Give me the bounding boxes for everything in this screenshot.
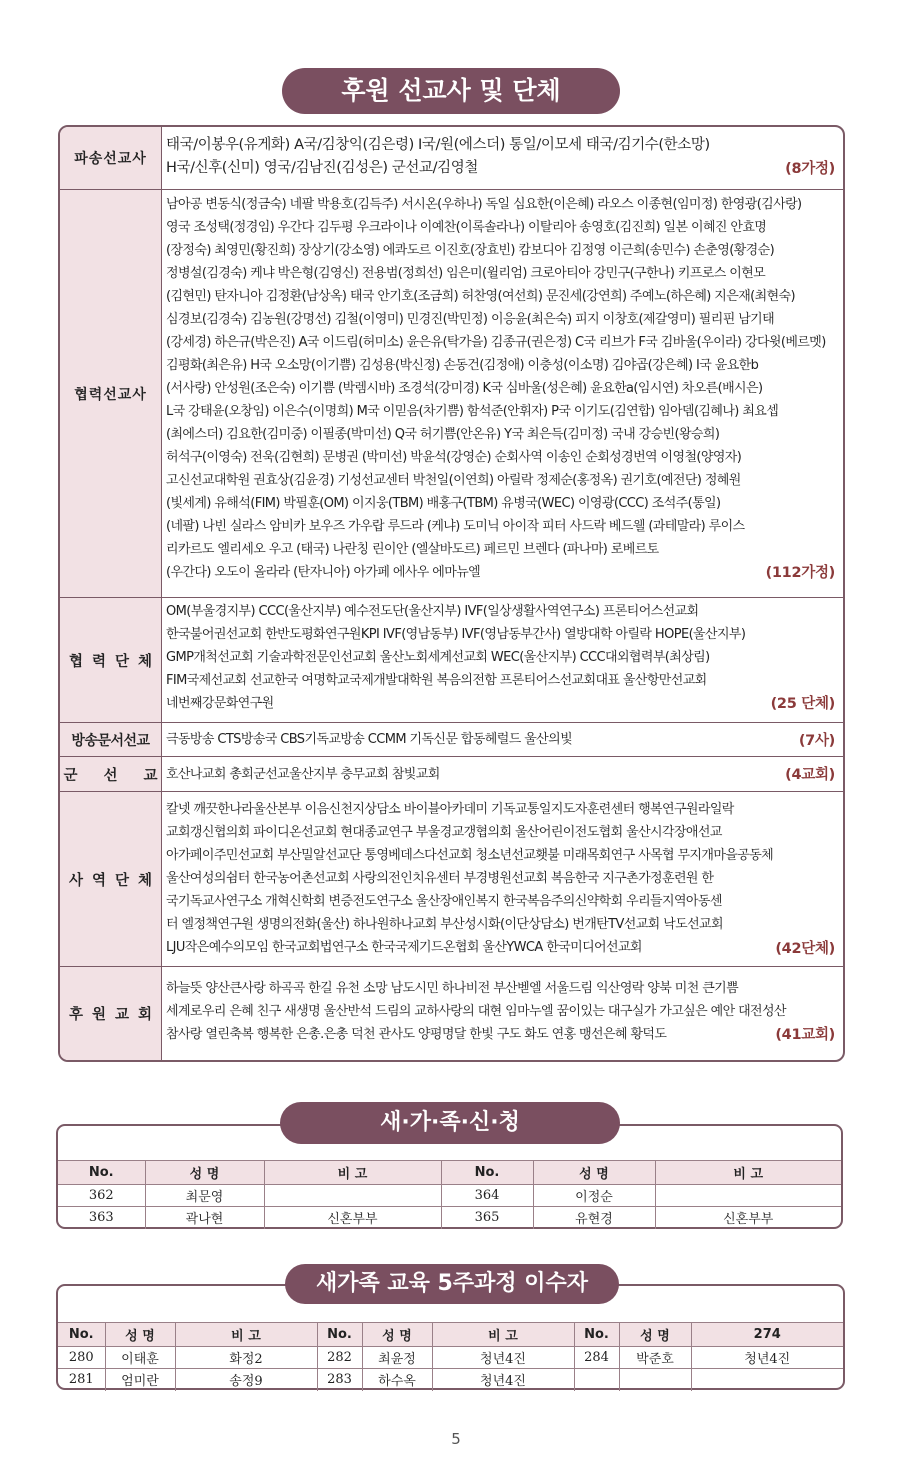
header-no: No. bbox=[58, 1323, 105, 1347]
cell: 362 bbox=[58, 1185, 145, 1207]
table-row bbox=[58, 1185, 841, 1207]
content-line: 아가페이주민선교회 부산밀알선교단 통영베데스다선교회 청소년선교횃불 미래목회연구 사목협 무지개마을공동체 bbox=[166, 848, 774, 863]
content-line: 김평화(최은유) H국 오소망(이기쁨) 김성용(박신정) 손동건(김정애) 이충성(이소명) 김야곱(강은혜) I국 윤요한b bbox=[166, 358, 759, 373]
content-line: 울산여성의쉼터 한국농어촌선교회 사랑의전인치유센터 부경병원선교회 복음한국 지구촌가정훈련원 한 bbox=[166, 871, 714, 886]
row-label: 협력선교사 bbox=[60, 190, 162, 597]
content-line: (장정숙) 최영민(황진희) 장상기(강소영) 에콰도르 이진호(장효빈) 캄보디아 김정영 이근희(송민수) 손춘영(황경순) bbox=[166, 243, 775, 258]
edu-graduates-title: 새가족 교육 5주과정 이수자 bbox=[285, 1264, 619, 1304]
cell bbox=[264, 1185, 441, 1207]
row-partner-missionaries bbox=[60, 190, 843, 598]
row-ministry-organizations bbox=[60, 792, 843, 967]
row-supporting-churches bbox=[60, 967, 843, 1060]
cell: 281 bbox=[58, 1369, 105, 1391]
cell bbox=[691, 1369, 843, 1391]
new-family-title: 새·가·족·신·청 bbox=[280, 1102, 620, 1144]
content-line: OM(부울경지부) CCC(울산지부) 예수전도단(울산지부) IVF(일상생활사역연구소) 프론티어스선교회 bbox=[166, 604, 699, 619]
content-line: 국기독교사연구소 개혁신학회 변증전도연구소 울산장애인복지 한국복음주의신약학회 우리들지역아동센 bbox=[166, 894, 722, 909]
content-line: 네번째강문화연구원 bbox=[166, 696, 274, 711]
cell: 청년4진 bbox=[432, 1369, 574, 1391]
row-label: 후원교회 bbox=[60, 967, 162, 1060]
content-line: 참사랑 열린축복 행복한 은총.은총 덕천 관사도 양평명달 한빛 구도 화도 연홍 맹선은혜 황덕도 bbox=[166, 1027, 667, 1042]
table-header-row bbox=[58, 1323, 843, 1347]
header-name: 성 명 bbox=[619, 1323, 691, 1347]
cell: 283 bbox=[317, 1369, 362, 1391]
row-label: 파송선교사 bbox=[60, 127, 162, 189]
count-badge: (7사) bbox=[798, 733, 835, 749]
table-row bbox=[58, 1369, 843, 1391]
content-line: LJU작은예수의모임 한국교회법연구소 한국국제기드온협회 울산YWCA 한국미디어선교회 bbox=[166, 940, 642, 955]
content-line: FIM국제선교회 선교한국 여명학교국제개발대학원 복음의전함 프론티어스선교회대표 울산항만선교회 bbox=[166, 673, 707, 688]
cell: 365 bbox=[441, 1207, 533, 1229]
cell bbox=[619, 1369, 691, 1391]
header-name: 성 명 bbox=[362, 1323, 432, 1347]
cell: 송정9 bbox=[175, 1369, 317, 1391]
header-no: No. bbox=[441, 1161, 533, 1185]
content-line: (우간다) 오도이 올라라 (탄자니아) 아가페 에사우 에마뉴엘 bbox=[166, 565, 481, 580]
row-content bbox=[166, 967, 839, 1060]
content-line: L국 강태윤(오창임) 이은수(이명희) M국 이믿음(차기쁨) 함석준(안휘자) P국 이기도(김연합) 임아뎀(김혜나) 최요셉 bbox=[166, 404, 779, 419]
row-military-mission bbox=[60, 757, 843, 792]
row-label: 방송문서선교 bbox=[60, 723, 162, 756]
row-label: 군선교 bbox=[60, 757, 162, 791]
table-header-row bbox=[58, 1161, 841, 1185]
count-badge: (112가정) bbox=[765, 565, 835, 581]
table-row bbox=[58, 1347, 843, 1369]
content-line: 태국/이봉우(유게화) A국/김창익(김은령) I국/원(에스더) 통일/이모세 태국/김기수(한소망) bbox=[166, 137, 710, 153]
content-line: 정병설(김경숙) 케냐 박은형(김영신) 전용범(정희선) 임은미(윌리엄) 크로아티아 강민구(구한나) 키프로스 이현모 bbox=[166, 266, 766, 281]
content-line: 리카르도 엘리세오 우고 (태국) 나란칭 린이안 (엘살바도르) 페르민 브렌다 (파나마) 로베르토 bbox=[166, 542, 659, 557]
cell: 363 bbox=[58, 1207, 145, 1229]
header-no: No. bbox=[317, 1323, 362, 1347]
cell: 364 bbox=[441, 1185, 533, 1207]
count-badge: (4교회) bbox=[785, 767, 835, 783]
content-line: 극동방송 CTS방송국 CBS기독교방송 CCMM 기독신문 합동헤럴드 울산의빛 bbox=[166, 732, 573, 747]
row-label: 협력단체 bbox=[60, 598, 162, 722]
cell: 282 bbox=[317, 1347, 362, 1369]
row-broadcast-missions bbox=[60, 723, 843, 757]
cell: 유현경 bbox=[533, 1207, 655, 1229]
content-line: 교회갱신협의회 파이디온선교회 현대종교연구 부울경교갱협의회 울산어린이전도협회 울산시각장애선교 bbox=[166, 825, 722, 840]
row-content bbox=[166, 127, 839, 189]
row-content bbox=[166, 598, 839, 722]
header-name: 성 명 bbox=[105, 1323, 175, 1347]
row-partner-organizations bbox=[60, 598, 843, 723]
cell: 엄미란 bbox=[105, 1369, 175, 1391]
cell bbox=[574, 1369, 619, 1391]
content-line: 심경보(김경숙) 김농원(강명선) 김철(이영미) 민경진(박민정) 이응윤(최은숙) 피지 이창호(제갈영미) 필리핀 남기태 bbox=[166, 312, 775, 327]
content-line: GMP개척선교회 기술과학전문인선교회 울산노회세계선교회 WEC(울산지부) CCC대외협력부(최상림) bbox=[166, 650, 710, 665]
cell: 하수옥 bbox=[362, 1369, 432, 1391]
header-note: 비 고 bbox=[432, 1323, 574, 1347]
header-no: No. bbox=[58, 1161, 145, 1185]
content-line: 세계로우리 은혜 친구 새생명 울산반석 드림의 교하사랑의 대현 임마누엘 꿈이있는 대구실가 가고싶은 예안 대전성산 bbox=[166, 1004, 786, 1019]
count-badge: (25 단체) bbox=[770, 696, 835, 712]
section-title: 후원 선교사 및 단체 bbox=[282, 68, 620, 114]
new-family-table bbox=[58, 1160, 841, 1229]
content-line: 한국불어권선교회 한반도평화연구원KPI IVF(영남동부) IVF(영남동부간사) 열방대학 아릴락 HOPE(울산지부) bbox=[166, 627, 746, 642]
content-line: 고신선교대학원 권효상(김윤경) 기성선교센터 박천일(이연희) 아릴락 정제순(홍정옥) 권기호(예전단) 정혜원 bbox=[166, 473, 741, 488]
cell: 이태훈 bbox=[105, 1347, 175, 1369]
row-content bbox=[166, 757, 839, 791]
support-table bbox=[58, 125, 845, 1062]
cell: 화정2 bbox=[175, 1347, 317, 1369]
header-no: No. bbox=[574, 1323, 619, 1347]
header-name: 성 명 bbox=[145, 1161, 264, 1185]
header-note: 비 고 bbox=[175, 1323, 317, 1347]
count-badge: (41교회) bbox=[775, 1027, 835, 1043]
content-line: 하늘뜻 양산큰사랑 하곡곡 한길 유천 소망 남도시민 하나비전 부산벧엘 서울드림 익산영락 양북 미천 큰기쁨 bbox=[166, 981, 739, 996]
cell: 최윤정 bbox=[362, 1347, 432, 1369]
cell: 청년4진 bbox=[432, 1347, 574, 1369]
header-note: 비 고 bbox=[264, 1161, 441, 1185]
header-note: 274 bbox=[691, 1323, 843, 1347]
row-content bbox=[166, 723, 839, 756]
cell: 청년4진 bbox=[691, 1347, 843, 1369]
count-badge: (42단체) bbox=[775, 941, 835, 957]
content-line: 영국 조성택(정경임) 우간다 김두평 우크라이나 이예찬(이록솔라나) 이탈리아 송영호(김진희) 일본 이혜진 안효명 bbox=[166, 220, 767, 235]
row-dispatched-missionaries bbox=[60, 127, 843, 190]
content-line: 남아공 변동식(정금숙) 네팔 박용호(김득주) 서시온(우하나) 독일 심요한(이은혜) 라오스 이종현(임미정) 한영광(김사랑) bbox=[166, 197, 802, 212]
header-note: 비 고 bbox=[655, 1161, 841, 1185]
content-line: (서사랑) 안성원(조은숙) 이기쁨 (박렘시바) 조경석(강미경) K국 심바울(성은혜) 윤요한a(임시연) 차오른(배시은) bbox=[166, 381, 763, 396]
cell: 신혼부부 bbox=[655, 1207, 841, 1229]
content-line: 터 엘정책연구원 생명의전화(울산) 하나원하나교회 부산성시화(이단상담소) 번개탄TV선교회 낙도선교회 bbox=[166, 917, 723, 932]
cell: 284 bbox=[574, 1347, 619, 1369]
content-line: (최에스더) 김요한(김미중) 이필종(박미선) Q국 허기쁨(안온유) Y국 최은득(김미정) 국내 강승빈(왕승희) bbox=[166, 427, 720, 442]
header-name: 성 명 bbox=[533, 1161, 655, 1185]
page-number: 5 bbox=[451, 1430, 461, 1448]
cell: 이정순 bbox=[533, 1185, 655, 1207]
row-label: 사역단체 bbox=[60, 792, 162, 966]
content-line: (강세경) 하은규(박은진) A국 이드림(허미소) 윤은유(탁가을) 김종규(권은정) C국 리브가 F국 김바울(우이라) 강다윗(베르멧) bbox=[166, 335, 826, 350]
content-line: (네팔) 나빈 실라스 암비카 보우즈 가우랍 루드라 (케냐) 도미닉 아이작 피터 사드락 베드웰 (과테말라) 루이스 bbox=[166, 519, 745, 534]
content-line: 칼넷 깨끗한나라울산본부 이음신천지상담소 바이블아카데미 기독교통일지도자훈련센터 행복연구원라일락 bbox=[166, 802, 734, 817]
table-row bbox=[58, 1207, 841, 1229]
row-content bbox=[166, 792, 839, 966]
content-line: H국/신후(신미) 영국/김남진(김성은) 군선교/김영철 bbox=[166, 160, 478, 176]
cell: 최문영 bbox=[145, 1185, 264, 1207]
cell: 신혼부부 bbox=[264, 1207, 441, 1229]
edu-graduates-table bbox=[58, 1322, 843, 1391]
cell: 280 bbox=[58, 1347, 105, 1369]
content-line: (빛세계) 유해석(FIM) 박필훈(OM) 이지웅(TBM) 배홍구(TBM) 유병국(WEC) 이영광(CCC) 조석주(통일) bbox=[166, 496, 721, 511]
cell: 박준호 bbox=[619, 1347, 691, 1369]
row-content bbox=[166, 190, 839, 597]
cell: 곽나현 bbox=[145, 1207, 264, 1229]
content-line: 허석구(이영숙) 전욱(김현희) 문병권 (박미선) 박윤석(강영순) 순회사역 이송인 순회성경번역 이영철(양영자) bbox=[166, 450, 742, 465]
cell bbox=[655, 1185, 841, 1207]
content-line: (김현민) 탄자니아 김정환(남상옥) 태국 안기호(조금희) 허찬영(여선희) 문진세(강연희) 주예노(하은혜) 지은재(최현숙) bbox=[166, 289, 795, 304]
content-line: 호산나교회 총회군선교울산지부 충무교회 참빛교회 bbox=[166, 766, 440, 782]
count-badge: (8가정) bbox=[785, 161, 835, 177]
